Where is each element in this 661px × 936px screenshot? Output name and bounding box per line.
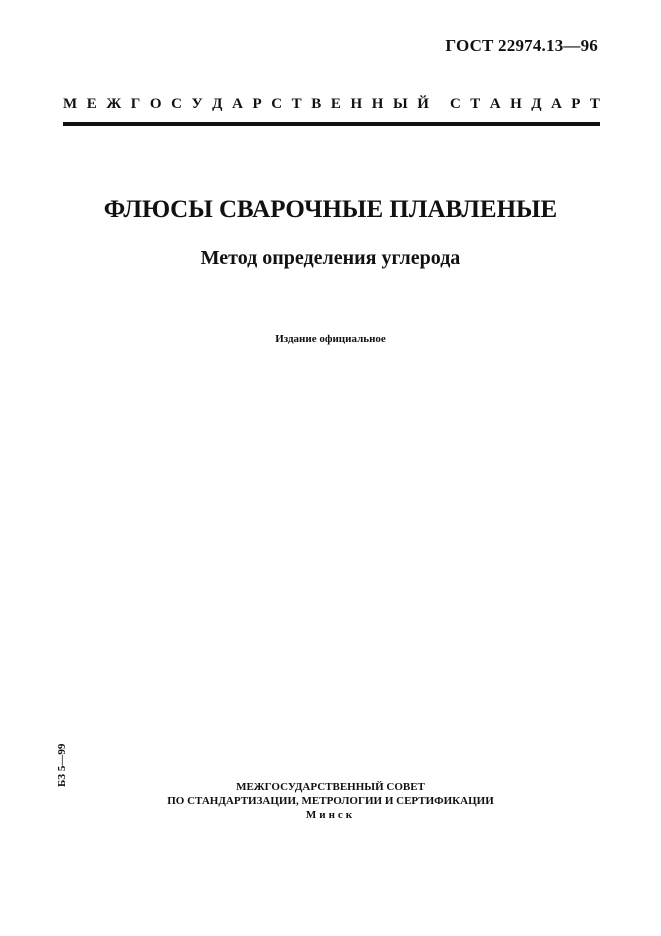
interstate-word	[63, 96, 429, 113]
heading-letter: С	[271, 95, 283, 112]
standard-word	[450, 96, 600, 113]
heading-letter: Т	[470, 95, 481, 112]
heading-letter: Р	[252, 95, 262, 112]
heading-letter: Ж	[106, 95, 122, 112]
heading-letter: Н	[371, 95, 384, 112]
heading-letter: Е	[86, 95, 97, 112]
edition-note: Издание официальное	[275, 333, 386, 345]
heading-letter: Й	[417, 95, 429, 112]
heading-letter: А	[489, 95, 501, 112]
publisher-line-1: МЕЖГОСУДАРСТВЕННЫЙ СОВЕТ	[236, 781, 425, 793]
heading-letter: Ы	[392, 95, 408, 112]
heading-letter: Е	[330, 95, 341, 112]
publisher-line-2: ПО СТАНДАРТИЗАЦИИ, МЕТРОЛОГИИ И СЕРТИФИКАЦИИ	[167, 795, 494, 807]
document-title: ФЛЮСЫ СВАРОЧНЫЕ ПЛАВЛЕНЫЕ	[103, 196, 558, 223]
heading-letter: Р	[571, 95, 581, 112]
heading-letter: А	[232, 95, 243, 112]
publisher-city: Минск	[305, 809, 356, 821]
heading-letter: О	[149, 95, 162, 112]
heading-letter: Т	[291, 95, 302, 112]
heading-letter: С	[450, 95, 461, 112]
heading-letter: У	[191, 95, 203, 112]
heading-letter: Г	[130, 95, 141, 112]
standard-number: ГОСТ 22974.13—96	[445, 36, 598, 55]
heading-letter: Н	[510, 95, 522, 112]
heading-letter: М	[63, 95, 78, 112]
heading-letter: С	[171, 95, 182, 112]
heading-letter: Н	[350, 95, 363, 112]
heading-letter: А	[550, 95, 562, 112]
heading-letter: В	[311, 95, 322, 112]
heading-letter: Д	[212, 95, 223, 112]
document-subtitle: Метод определения углерода	[200, 247, 461, 269]
side-registration-code: БЗ 5—99	[56, 743, 68, 787]
heading-letter: Д	[531, 95, 542, 112]
header-rule	[63, 122, 600, 126]
publisher-block	[0, 780, 661, 822]
interstate-standard-heading	[63, 93, 600, 115]
heading-letter: Т	[589, 95, 600, 112]
